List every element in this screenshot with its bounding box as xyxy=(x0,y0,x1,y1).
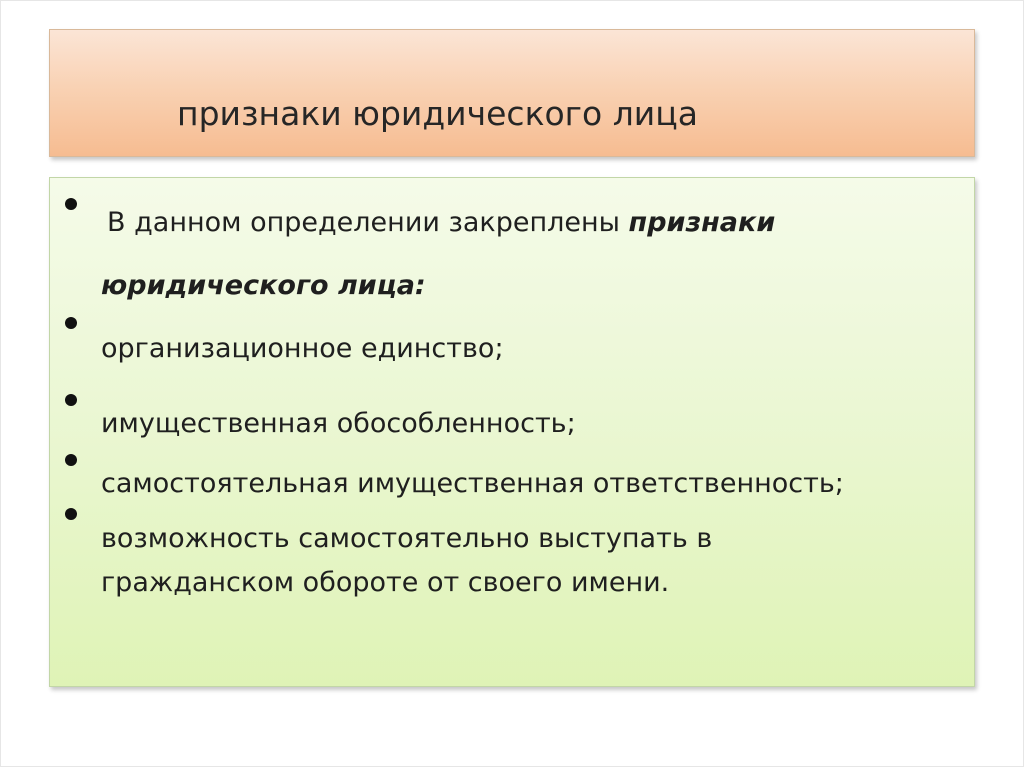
list-item-continuation: гражданском обороте от своего имени. xyxy=(101,567,670,598)
intro-emphasis-text-1: признаки xyxy=(628,207,776,238)
bullet-dot xyxy=(65,508,77,520)
list-item: возможность самостоятельно выступать в xyxy=(101,523,713,554)
list-item: имущественная обособленность; xyxy=(101,408,576,439)
slide-title: признаки юридического лица xyxy=(177,94,698,133)
bullet-dot xyxy=(65,317,77,329)
bullet-dot xyxy=(65,198,77,210)
intro-emphasis-text-2: юридического лица: xyxy=(101,270,426,301)
intro-plain-text: В данном определении закреплены xyxy=(107,207,620,238)
bullet-dot xyxy=(65,394,77,406)
bullet-dot xyxy=(65,454,77,466)
list-item: организационное единство; xyxy=(101,333,504,364)
title-box xyxy=(49,29,975,157)
intro-line-1 xyxy=(107,209,775,236)
list-item: самостоятельная имущественная ответственность; xyxy=(101,468,844,499)
